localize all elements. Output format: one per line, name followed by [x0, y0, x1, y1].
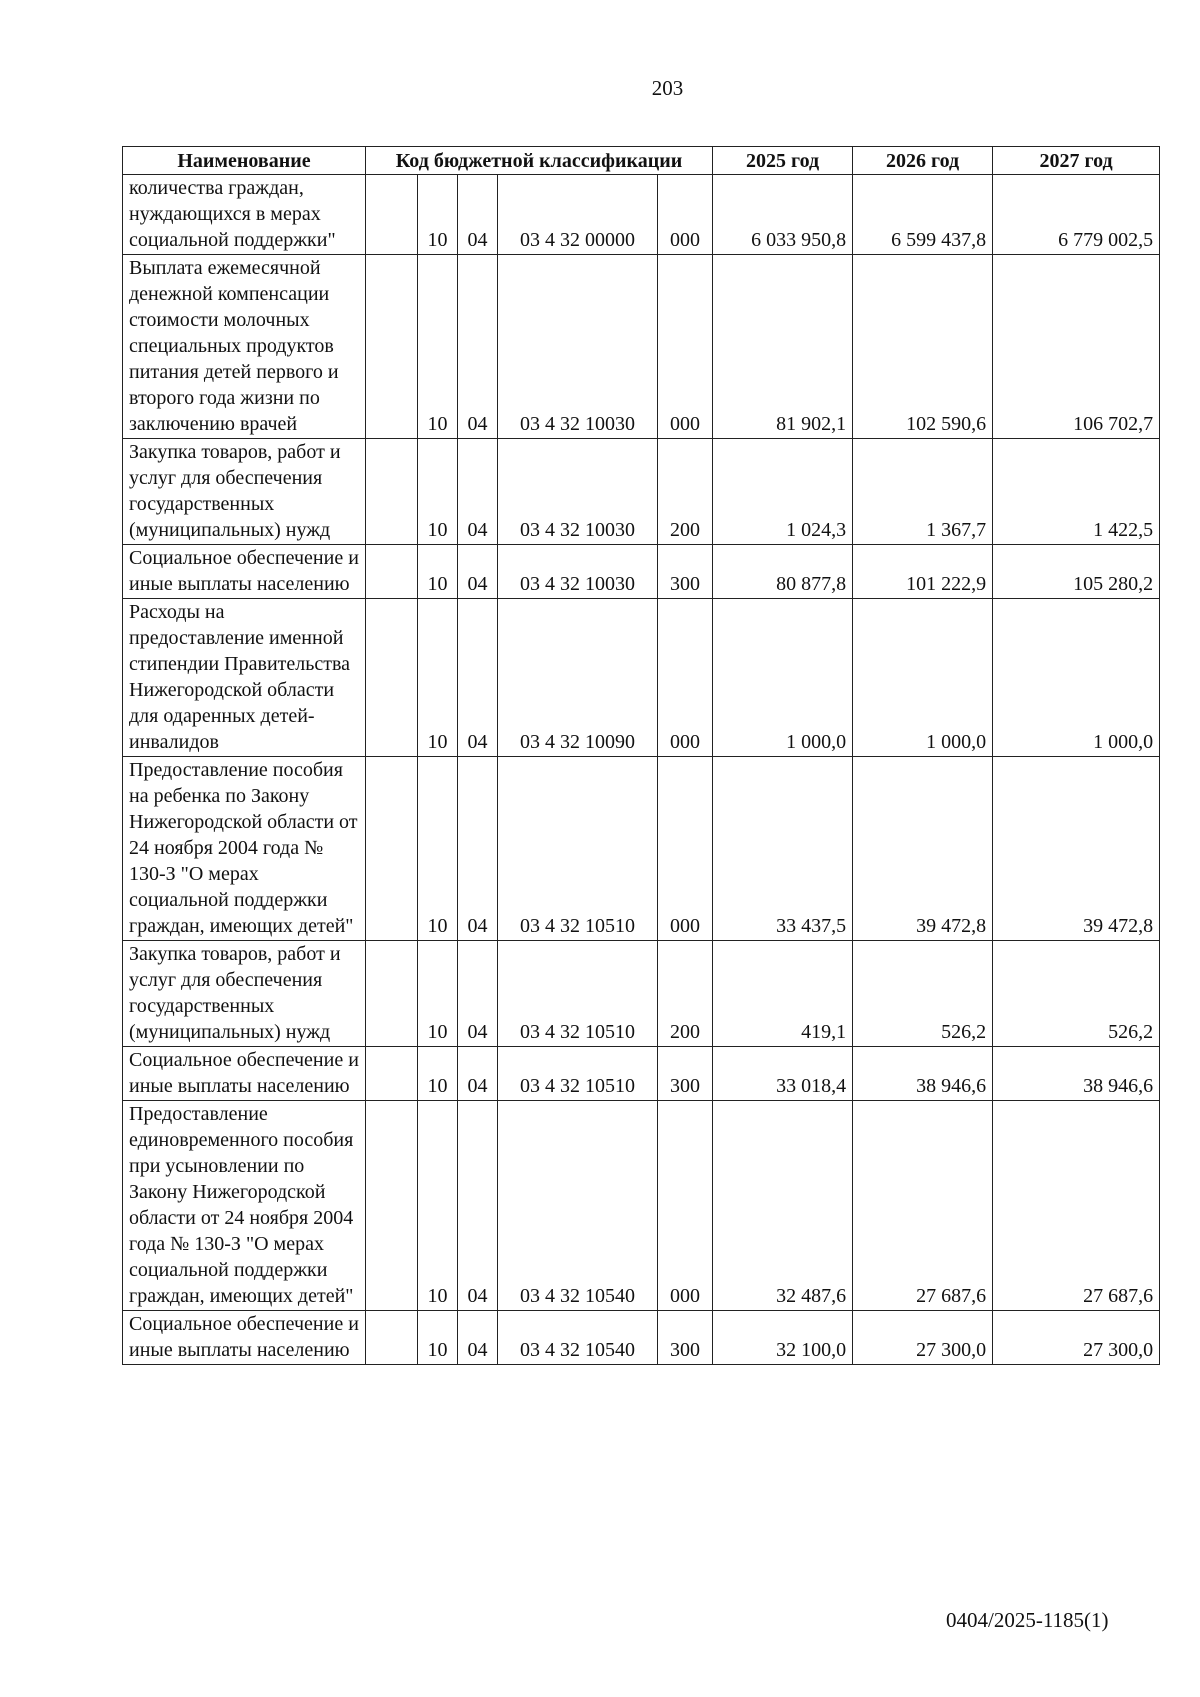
cell-2026: 27 687,6	[853, 1101, 993, 1311]
cell-target-code: 03 4 32 10510	[498, 941, 658, 1047]
cell-2027: 27 687,6	[993, 1101, 1160, 1311]
header-name: Наименование	[123, 147, 366, 175]
table-row	[123, 439, 1160, 545]
cell-target-code: 03 4 32 10030	[498, 439, 658, 545]
cell-grbs	[366, 757, 418, 941]
cell-subsection: 04	[458, 599, 498, 757]
cell-2025: 419,1	[713, 941, 853, 1047]
table-row	[123, 1311, 1160, 1365]
cell-name: Закупка товаров, работ и услуг для обеспечения государственных (муниципальных) нужд	[123, 439, 366, 545]
table-header-row	[123, 147, 1160, 175]
cell-target-code: 03 4 32 10030	[498, 545, 658, 599]
cell-grbs	[366, 1047, 418, 1101]
cell-section: 10	[418, 175, 458, 255]
cell-target-code: 03 4 32 10510	[498, 1047, 658, 1101]
cell-2027: 1 000,0	[993, 599, 1160, 757]
cell-section: 10	[418, 941, 458, 1047]
cell-target-code: 03 4 32 10510	[498, 757, 658, 941]
cell-2026: 38 946,6	[853, 1047, 993, 1101]
cell-2026: 1 367,7	[853, 439, 993, 545]
cell-subsection: 04	[458, 1311, 498, 1365]
cell-section: 10	[418, 1047, 458, 1101]
cell-name: Социальное обеспечение и иные выплаты населению	[123, 545, 366, 599]
cell-2027: 39 472,8	[993, 757, 1160, 941]
cell-target-code: 03 4 32 10540	[498, 1311, 658, 1365]
cell-2026: 102 590,6	[853, 255, 993, 439]
cell-2027: 106 702,7	[993, 255, 1160, 439]
cell-expense-type: 000	[658, 175, 713, 255]
cell-grbs	[366, 599, 418, 757]
cell-2025: 32 100,0	[713, 1311, 853, 1365]
cell-target-code: 03 4 32 10030	[498, 255, 658, 439]
page-number: 203	[651, 76, 684, 100]
cell-2026: 101 222,9	[853, 545, 993, 599]
cell-section: 10	[418, 255, 458, 439]
cell-subsection: 04	[458, 1047, 498, 1101]
table-row	[123, 1101, 1160, 1311]
header-code: Код бюджетной классификации	[366, 147, 713, 175]
table-row	[123, 255, 1160, 439]
cell-expense-type: 300	[658, 1047, 713, 1101]
table-row	[123, 599, 1160, 757]
header-2025: 2025 год	[713, 147, 853, 175]
cell-2027: 6 779 002,5	[993, 175, 1160, 255]
cell-expense-type: 000	[658, 599, 713, 757]
cell-target-code: 03 4 32 10090	[498, 599, 658, 757]
table-row	[123, 941, 1160, 1047]
cell-subsection: 04	[458, 941, 498, 1047]
cell-2025: 33 437,5	[713, 757, 853, 941]
cell-2025: 1 024,3	[713, 439, 853, 545]
budget-table	[122, 146, 1160, 1365]
cell-name: Социальное обеспечение и иные выплаты населению	[123, 1047, 366, 1101]
cell-2027: 105 280,2	[993, 545, 1160, 599]
cell-2026: 39 472,8	[853, 757, 993, 941]
cell-expense-type: 300	[658, 545, 713, 599]
cell-2026: 27 300,0	[853, 1311, 993, 1365]
cell-target-code: 03 4 32 00000	[498, 175, 658, 255]
cell-section: 10	[418, 599, 458, 757]
cell-subsection: 04	[458, 757, 498, 941]
cell-2025: 32 487,6	[713, 1101, 853, 1311]
cell-section: 10	[418, 545, 458, 599]
cell-grbs	[366, 941, 418, 1047]
table-row	[123, 545, 1160, 599]
cell-grbs	[366, 1311, 418, 1365]
cell-expense-type: 300	[658, 1311, 713, 1365]
cell-2025: 1 000,0	[713, 599, 853, 757]
cell-2025: 81 902,1	[713, 255, 853, 439]
cell-2026: 1 000,0	[853, 599, 993, 757]
cell-2027: 38 946,6	[993, 1047, 1160, 1101]
table-row	[123, 1047, 1160, 1101]
cell-expense-type: 000	[658, 255, 713, 439]
table-body	[123, 175, 1160, 1365]
cell-target-code: 03 4 32 10540	[498, 1101, 658, 1311]
cell-expense-type: 200	[658, 941, 713, 1047]
cell-subsection: 04	[458, 255, 498, 439]
cell-section: 10	[418, 1311, 458, 1365]
cell-2027: 1 422,5	[993, 439, 1160, 545]
table-row	[123, 757, 1160, 941]
document-code: 0404/2025-1185(1)	[946, 1608, 1109, 1632]
cell-expense-type: 000	[658, 757, 713, 941]
table-row	[123, 175, 1160, 255]
cell-subsection: 04	[458, 175, 498, 255]
cell-2026: 6 599 437,8	[853, 175, 993, 255]
cell-section: 10	[418, 1101, 458, 1311]
cell-expense-type: 000	[658, 1101, 713, 1311]
cell-name: Социальное обеспечение и иные выплаты населению	[123, 1311, 366, 1365]
cell-section: 10	[418, 439, 458, 545]
cell-grbs	[366, 545, 418, 599]
cell-2025: 80 877,8	[713, 545, 853, 599]
cell-name: Выплата ежемесячной денежной компенсации стоимости молочных специальных продуктов питания детей первого и второго года жизни по заключению врачей	[123, 255, 366, 439]
cell-name: Расходы на предоставление именной стипендии Правительства Нижегородской области для одаренных детей-инвалидов	[123, 599, 366, 757]
cell-expense-type: 200	[658, 439, 713, 545]
cell-2025: 33 018,4	[713, 1047, 853, 1101]
cell-section: 10	[418, 757, 458, 941]
cell-subsection: 04	[458, 439, 498, 545]
header-2026: 2026 год	[853, 147, 993, 175]
cell-name: Предоставление единовременного пособия при усыновлении по Закону Нижегородской области от 24 ноября 2004 года № 130-З "О мерах социальной поддержки граждан, имеющих детей"	[123, 1101, 366, 1311]
cell-2027: 526,2	[993, 941, 1160, 1047]
cell-name: количества граждан, нуждающихся в мерах социальной поддержки"	[123, 175, 366, 255]
cell-2025: 6 033 950,8	[713, 175, 853, 255]
cell-subsection: 04	[458, 1101, 498, 1311]
cell-grbs	[366, 1101, 418, 1311]
cell-name: Закупка товаров, работ и услуг для обеспечения государственных (муниципальных) нужд	[123, 941, 366, 1047]
cell-grbs	[366, 255, 418, 439]
cell-grbs	[366, 175, 418, 255]
cell-2026: 526,2	[853, 941, 993, 1047]
cell-2027: 27 300,0	[993, 1311, 1160, 1365]
cell-grbs	[366, 439, 418, 545]
cell-subsection: 04	[458, 545, 498, 599]
header-2027: 2027 год	[993, 147, 1160, 175]
cell-name: Предоставление пособия на ребенка по Закону Нижегородской области от 24 ноября 2004 года № 130-З "О мерах социальной поддержки граждан, имеющих детей"	[123, 757, 366, 941]
